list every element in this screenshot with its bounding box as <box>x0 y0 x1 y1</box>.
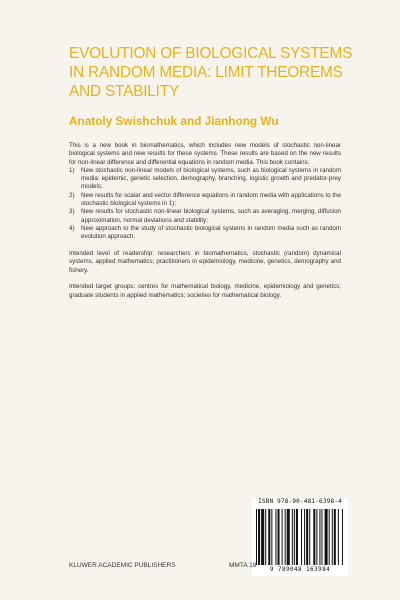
contents-item <box>69 192 341 209</box>
book-title: EVOLUTION OF BIOLOGICAL SYSTEMS IN RANDOM MEDIA: LIMIT THEOREMS AND STABILITY <box>69 45 353 100</box>
barcode-bar <box>325 509 328 565</box>
barcode-bar <box>271 509 272 565</box>
barcode-bar <box>296 509 298 565</box>
contents-item-number: 1) <box>69 166 75 174</box>
contents-item <box>69 208 341 225</box>
barcode-bar <box>342 509 343 565</box>
barcode-bar <box>285 509 286 565</box>
contents-item-number: 3) <box>69 208 75 216</box>
isbn-barcode <box>252 498 348 576</box>
barcode-bar <box>329 509 330 565</box>
contents-item <box>69 167 341 192</box>
barcode-bar <box>316 509 317 565</box>
barcode-bar <box>309 509 310 565</box>
barcode-bar <box>256 509 257 565</box>
contents-list <box>69 167 341 242</box>
barcode-bar <box>261 509 264 565</box>
book-authors: Anatoly Swishchuk and Jianhong Wu <box>69 114 279 128</box>
barcode-bar <box>258 509 260 565</box>
barcode-bar <box>334 509 336 565</box>
barcode-bar <box>332 509 333 565</box>
contents-item <box>69 225 341 242</box>
barcode-bar <box>338 509 339 565</box>
contents-item-text: New approach to the study of stochastic biological systems in random media such as random evolution approach. <box>81 224 341 241</box>
barcode-graphic <box>256 509 344 565</box>
barcode-bar <box>275 509 276 565</box>
barcode-bar <box>319 509 320 565</box>
contents-item-text: New results for stochastic non-linear biological systems, such as averaging, merging, diffusion approximation, normal deviations and stability; <box>81 208 341 224</box>
contents-item-number: 4) <box>69 224 75 232</box>
barcode-bar <box>304 509 305 565</box>
barcode-number: 9 789048 163984 <box>269 566 331 573</box>
barcode-bar <box>321 509 322 565</box>
intro-paragraph: This is a new book in biomathematics, which includes new models of stochastic non-linear biological systems and new results for these systems. These results are based on the new results for non-linear difference and differential equations in random media. This book contains: <box>69 142 341 166</box>
barcode-bar <box>268 509 270 565</box>
barcode-bar <box>301 509 302 565</box>
contents-item-text: New results for scalar and vector difference equations in random media with applications to the stochastic biological systems in 1); <box>81 191 341 208</box>
contents-item-text: New stochastic non-linear models of biological systems, such as biological systems in random media: epidemic, genetic selection, demography, branching, logistic growth and predator-prey models; <box>81 166 341 191</box>
barcode-bar <box>292 509 293 565</box>
publisher-name: KLUWER ACADEMIC PUBLISHERS <box>69 562 176 569</box>
blurb <box>69 142 341 300</box>
isbn-label: ISBN 978-90-481-6398-4 <box>258 498 342 505</box>
barcode-bar <box>294 509 295 565</box>
series-code: MMTA 18 <box>229 562 257 569</box>
barcode-bar <box>282 509 283 565</box>
barcode-bar <box>277 509 279 565</box>
barcode-bar <box>313 509 315 565</box>
barcode-bar <box>306 509 308 565</box>
readership-paragraph: Intended level of readership: researchers in biomathematics, stochastic (random) dynamical systems, applied mathematics; practitioners in epidemiology, medicine, genetics, demography and fishery. <box>69 250 341 274</box>
contents-item-number: 2) <box>69 191 75 199</box>
barcode-bar <box>287 509 290 565</box>
barcode-bar <box>265 509 266 565</box>
target-groups-paragraph: Intended target groups: centres for mathematical biology, medicine, epidemiology and genetics; graduate students in applied mathematics; societies for mathematical biology. <box>69 283 341 299</box>
